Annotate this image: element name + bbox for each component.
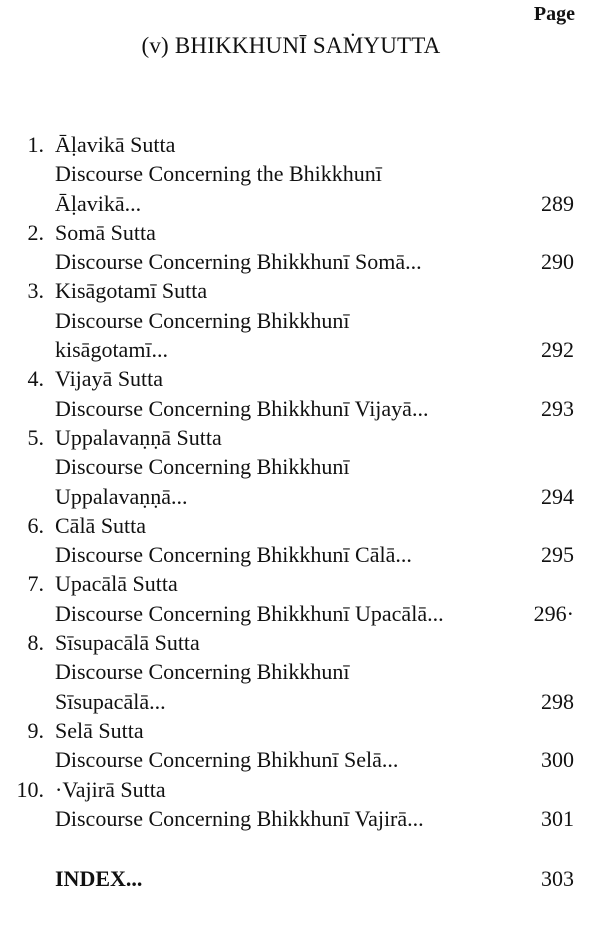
entry-page-number: 296· <box>533 600 574 626</box>
toc-entry[interactable] <box>0 511 600 540</box>
toc-entry[interactable] <box>0 130 600 159</box>
toc-entry[interactable] <box>0 364 600 393</box>
entry-title: Somā Sutta <box>55 219 156 245</box>
entry-description: Discourse Concerning Bhikkhunī Cālā... <box>55 542 412 568</box>
entry-description-line <box>0 189 600 218</box>
entry-title: Selā Sutta <box>55 717 144 743</box>
entry-description: Uppalavaṇṇā... <box>55 483 188 509</box>
entry-page-number: 289 <box>541 190 574 216</box>
entry-number: 4. <box>27 366 44 392</box>
entry-description: Sīsupacālā... <box>55 688 166 714</box>
entry-number: 2. <box>27 219 44 245</box>
entry-description-line <box>0 745 600 774</box>
entry-page-number: 290 <box>541 249 574 275</box>
entry-description: kisāgotamī... <box>55 337 169 363</box>
toc-entry[interactable] <box>0 716 600 745</box>
entry-description: Discourse Concerning Bhikkhunī <box>55 659 350 685</box>
entry-description-line <box>0 247 600 276</box>
entry-page-number: 298 <box>541 688 574 714</box>
entry-description-line <box>0 335 600 364</box>
entry-page-number: 292 <box>541 337 574 363</box>
entry-description: Discourse Concerning Bhikkhunī Vajirā... <box>55 805 424 831</box>
entry-description: Discourse Concerning the Bhikkhunī <box>55 161 382 187</box>
entry-number: 5. <box>27 424 44 450</box>
entry-title: Sīsupacālā Sutta <box>55 630 200 656</box>
entry-description-line <box>0 306 600 335</box>
entry-number: 7. <box>27 571 44 597</box>
entry-description: Discourse Concerning Bhikhunī Selā... <box>55 747 399 773</box>
toc-entry[interactable] <box>0 569 600 598</box>
toc-entry[interactable] <box>0 218 600 247</box>
entry-number: 8. <box>27 630 44 656</box>
entry-description-line <box>0 657 600 686</box>
toc-entry[interactable] <box>0 775 600 804</box>
entry-description: Discourse Concerning Bhikkhunī Vijayā... <box>55 395 429 421</box>
toc-entry[interactable] <box>0 628 600 657</box>
entry-description-line <box>0 394 600 423</box>
table-of-contents <box>0 130 600 833</box>
toc-entry[interactable] <box>0 276 600 305</box>
entry-description-line <box>0 687 600 716</box>
entry-title: Uppalavaṇṇā Sutta <box>55 424 222 450</box>
section-title: (v) BHIKKHUNĪ SAṀYUTTA <box>141 33 441 58</box>
entry-description: Discourse Concerning Bhikkhunī <box>55 307 350 333</box>
entry-description-line <box>0 599 600 628</box>
entry-description-line <box>0 540 600 569</box>
entry-description-line <box>0 482 600 511</box>
entry-title: Vijayā Sutta <box>55 366 164 392</box>
entry-page-number: 295 <box>541 542 574 568</box>
entry-number: 3. <box>27 278 44 304</box>
entry-description: Discourse Concerning Bhikkhunī <box>55 454 350 480</box>
entry-page-number: 301 <box>541 805 574 831</box>
entry-page-number: 300 <box>541 747 574 773</box>
page-column-label: Page <box>533 3 575 25</box>
entry-description: Discourse Concerning Bhikkhunī Upacālā... <box>55 600 444 626</box>
entry-description-line <box>0 452 600 481</box>
entry-number: 10. <box>16 776 44 802</box>
entry-title: ·Vajirā Sutta <box>55 776 166 802</box>
toc-entry[interactable] <box>0 423 600 452</box>
entry-number: 6. <box>27 512 44 538</box>
entry-title: Cālā Sutta <box>55 512 147 538</box>
entry-number: 9. <box>27 717 44 743</box>
entry-title: Āḷavikā Sutta <box>55 132 176 157</box>
entry-page-number: 294 <box>541 483 574 509</box>
index-page-number: 303 <box>541 866 574 891</box>
index-entry[interactable]: INDEX... <box>55 866 143 891</box>
entry-title: Kisāgotamī Sutta <box>55 278 208 304</box>
entry-page-number: 293 <box>541 395 574 421</box>
entry-description: Āḷavikā... <box>55 190 142 216</box>
entry-title: Upacālā Sutta <box>55 571 178 597</box>
entry-description: Discourse Concerning Bhikkhunī Somā... <box>55 249 422 275</box>
entry-description-line <box>0 159 600 188</box>
entry-number: 1. <box>27 132 44 157</box>
entry-description-line <box>0 804 600 833</box>
